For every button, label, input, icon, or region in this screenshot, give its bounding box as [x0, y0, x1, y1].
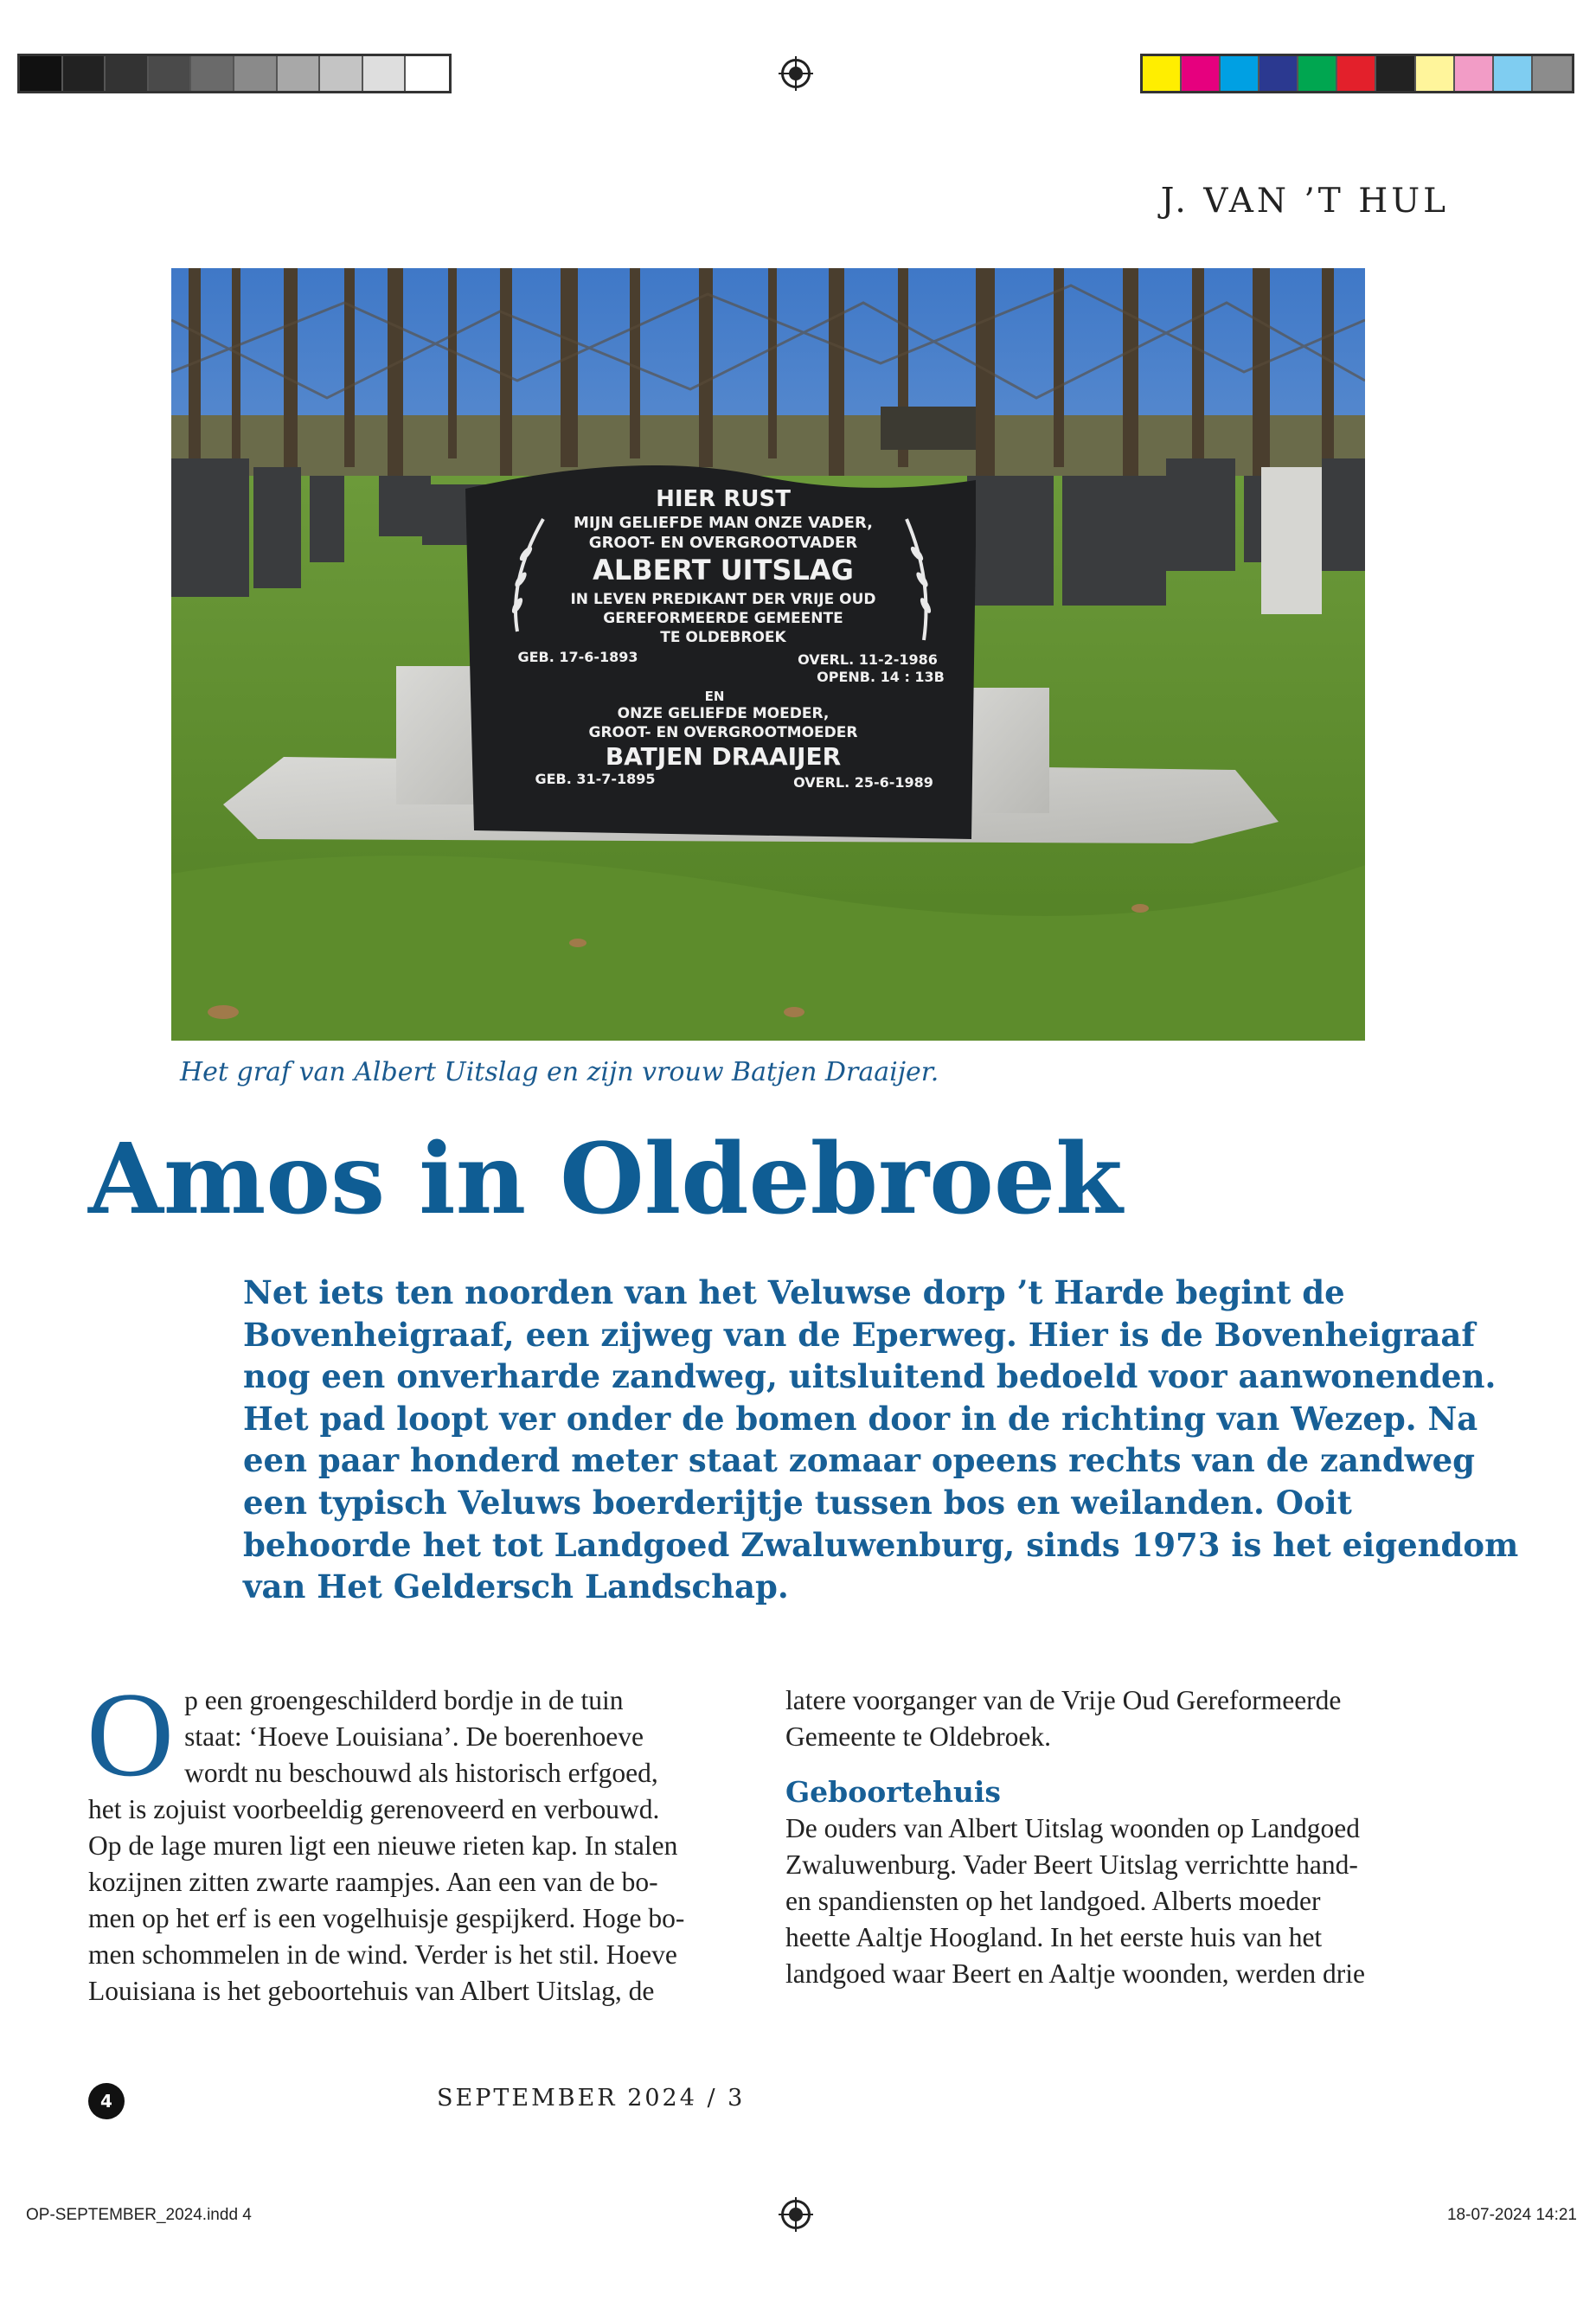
gray-swatch — [363, 56, 407, 91]
color-swatch — [1298, 56, 1337, 91]
lead-line: nog een onverharde zandweg, uitsluitend bedoeld voor aanwonenden. — [243, 1357, 1497, 1396]
headstone-line: IN LEVEN PREDIKANT DER VRIJE OUD — [570, 591, 876, 608]
gray-swatch — [106, 56, 149, 91]
headstone-line: EN — [704, 689, 725, 704]
photo-caption: Het graf van Albert Uitslag en zijn vrouw Batjen Draaijer. — [180, 1057, 939, 1087]
page-number: 4 — [88, 2083, 125, 2119]
article-lead — [243, 1272, 1519, 1608]
color-swatch — [1533, 56, 1572, 91]
author-name: J. VAN ’T HUL — [1160, 182, 1449, 221]
lead-line: Het pad loopt ver onder de bomen door in de richting van Wezep. Na — [243, 1399, 1478, 1438]
issue-label: SEPTEMBER 2024 / 3 — [437, 2085, 746, 2112]
headstone-line: GEB. 17-6-1893 — [517, 649, 638, 665]
headstone-line: OPENB. 14 : 13B — [817, 669, 945, 685]
lead-line: Net iets ten noorden van het Veluwse dorp ’t Harde begint de — [243, 1273, 1345, 1311]
color-swatch — [1376, 56, 1415, 91]
lead-line: behoorde het tot Landgoed Zwaluwenburg, sinds 1973 is het eigendom — [243, 1525, 1519, 1564]
body-line: men op het erf is een vogelhuisje gespijkerd. Hoge bo- — [88, 1903, 685, 1933]
subheading: Geboortehuis — [785, 1775, 1001, 1809]
gray-swatch — [149, 56, 192, 91]
body-column-1 — [87, 1668, 747, 2009]
slug-filename: OP-SEPTEMBER_2024.indd 4 — [26, 2206, 252, 2224]
headstone-line: ALBERT UITSLAG — [593, 554, 854, 586]
gray-swatch — [320, 56, 363, 91]
color-swatch — [1182, 56, 1221, 91]
gray-swatch — [234, 56, 278, 91]
article-title: Amos in Oldebroek — [88, 1123, 1123, 1236]
color-swatch — [1416, 56, 1455, 91]
body-line: kozijnen zitten zwarte raampjes. Aan een van de bo- — [88, 1867, 658, 1897]
headstone-line: HIER RUST — [656, 486, 791, 512]
gray-swatch — [20, 56, 63, 91]
headstone-line: GEREFORMEERDE GEMEENTE — [603, 610, 843, 627]
lead-line: een paar honderd meter staat zomaar opeens rechts van de zandweg — [243, 1441, 1475, 1480]
color-swatch — [1259, 56, 1298, 91]
color-swatch — [1337, 56, 1376, 91]
process-color-bar — [1140, 54, 1574, 93]
color-swatch — [1494, 56, 1533, 91]
body-line: landgoed waar Beert en Aaltje woonden, werden drie — [785, 1958, 1365, 1989]
body-line: p een groengeschilderd bordje in de tuin — [184, 1685, 624, 1715]
color-swatch — [1221, 56, 1259, 91]
registration-mark-top — [779, 56, 813, 91]
body-line: staat: ‘Hoeve Louisiana’. De boerenhoeve — [184, 1721, 644, 1752]
gray-swatch — [406, 56, 449, 91]
headstone-line: ONZE GELIEFDE MOEDER, — [617, 705, 830, 722]
grayscale-color-bar — [17, 54, 452, 93]
drop-cap: O — [87, 1668, 175, 1802]
body-line: en spandiensten op het landgoed. Alberts moeder — [785, 1886, 1321, 1916]
headstone-line: GEB. 31-7-1895 — [535, 771, 656, 787]
lead-line: van Het Geldersch Landschap. — [243, 1567, 789, 1606]
body-column-2 — [785, 1682, 1445, 1992]
gray-swatch — [63, 56, 106, 91]
body-line: Louisiana is het geboortehuis van Albert Uitslag, de — [88, 1976, 655, 2006]
registration-mark-bottom — [779, 2197, 813, 2232]
body-line: men schommelen in de wind. Verder is het stil. Hoeve — [88, 1939, 677, 1970]
headstone-line: MIJN GELIEFDE MAN ONZE VADER, — [573, 514, 874, 532]
headstone-line: GROOT- EN OVERGROOTVADER — [588, 534, 858, 552]
body-line: latere voorganger van de Vrije Oud Gereformeerde — [785, 1685, 1342, 1715]
gray-swatch — [278, 56, 321, 91]
headstone-line: GROOT- EN OVERGROOTMOEDER — [588, 724, 858, 741]
body-line: De ouders van Albert Uitslag woonden op Landgoed — [785, 1813, 1360, 1843]
color-swatch — [1143, 56, 1182, 91]
headstone-line: BATJEN DRAAIJER — [605, 742, 842, 771]
headstone-line: OVERL. 25-6-1989 — [793, 774, 933, 791]
body-line: Zwaluwenburg. Vader Beert Uitslag verrichtte hand- — [785, 1849, 1358, 1880]
body-line: Gemeente te Oldebroek. — [785, 1721, 1051, 1752]
body-line: wordt nu beschouwd als historisch erfgoed, — [184, 1758, 658, 1788]
body-line: Op de lage muren ligt een nieuwe rieten kap. In stalen — [88, 1830, 678, 1861]
body-line: heette Aaltje Hoogland. In het eerste huis van het — [785, 1922, 1323, 1952]
lead-line: een typisch Veluws boerderijtje tussen bos en weilanden. Ooit — [243, 1483, 1352, 1522]
slug-datetime: 18-07-2024 14:21 — [1446, 2206, 1577, 2224]
grave-photo — [171, 268, 1365, 1041]
color-swatch — [1455, 56, 1494, 91]
lead-line: Bovenheigraaf, een zijweg van de Eperweg. Hier is de Bovenheigraaf — [243, 1315, 1476, 1354]
gray-swatch — [191, 56, 234, 91]
body-line: het is zojuist voorbeeldig gerenoveerd en verbouwd. — [88, 1794, 660, 1824]
headstone-line: OVERL. 11-2-1986 — [798, 651, 938, 668]
headstone-line: TE OLDEBROEK — [660, 629, 786, 646]
